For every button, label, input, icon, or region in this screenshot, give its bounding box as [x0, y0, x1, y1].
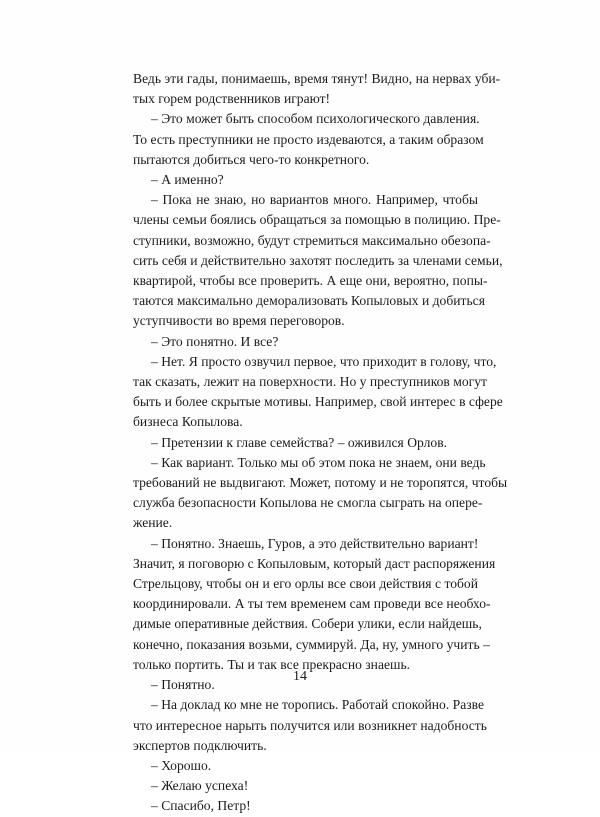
text-line: уступчивости во время переговоров.	[133, 313, 345, 329]
body-text	[133, 69, 508, 817]
text-line: бизнеса Копылова.	[133, 414, 243, 430]
text-line: конечно, показания возьми, суммируй. Да, ну, умного учить –	[133, 636, 490, 652]
text-line: требований не выдвигают. Может, потому и не торопятся, чтобы	[133, 475, 508, 491]
text-line: квартирой, чтобы все проверить. А еще они, вероятно, попы-	[133, 273, 488, 289]
text-line: – На доклад ко мне не торопись. Работай спокойно. Разве	[151, 697, 484, 713]
text-line: Ведь эти гады, понимаешь, время тянут! Видно, на нервах уби-	[133, 71, 501, 86]
text-line: пытаются добиться чего-то конкретного.	[133, 151, 370, 167]
text-line: – Понятно. Знаешь, Гуров, а это действительно вариант!	[151, 535, 479, 551]
text-line: – Хорошо.	[151, 757, 212, 773]
text-line: – Это может быть способом психологического давления.	[151, 111, 480, 127]
text-line: – Как вариант. Только мы об этом пока не знаем, они ведь	[151, 454, 486, 470]
text-line: экспертов подключить.	[133, 737, 267, 753]
text-line: быть и более скрытые мотивы. Например, свой интерес в сфере	[133, 394, 503, 410]
text-line: только портить. Ты и так все прекрасно знаешь.	[133, 656, 411, 672]
text-line: тых горем родственников играют!	[133, 91, 331, 107]
text-line: – Это понятно. И все?	[151, 333, 279, 349]
text-line: ступники, возможно, будут стремиться максимально обезопа-	[133, 232, 491, 248]
text-line: – Нет. Я просто озвучил первое, что приходит в голову, что,	[151, 353, 497, 369]
text-line: служба безопасности Копылова не смогла сыграть на опере-	[133, 495, 483, 511]
text-line: – Спасибо, Петр!	[151, 798, 251, 814]
text-line: То есть преступники не просто издеваются, а таким образом	[133, 131, 484, 147]
text-line: – Пока не знаю, но вариантов много. Например, чтобы	[151, 192, 478, 208]
text-line: таются максимально деморализовать Копыловых и добиться	[133, 293, 485, 309]
text-line: члены семьи боялись обращаться за помощью в полицию. Пре-	[133, 212, 501, 228]
text-line: так сказать, лежит на поверхности. Но у преступников могут	[133, 374, 487, 390]
text-line: Стрельцову, чтобы он и его орлы все свои действия с тобой	[133, 576, 478, 592]
text-line: – Желаю успеха!	[151, 778, 249, 794]
text-line: димые оперативные действия. Собери улики, если найдешь,	[133, 616, 482, 632]
text-line: – Претензии к главе семейства? – оживился Орлов.	[151, 434, 448, 450]
text-line: координировали. А ты тем временем сам проведи все необхо-	[133, 596, 491, 612]
text-line: – Понятно.	[151, 677, 215, 693]
text-line: что интересное нарыть получится или возникнет надобность	[133, 717, 487, 733]
text-line: – А именно?	[151, 172, 224, 188]
page-number: 14	[293, 669, 307, 684]
text-line: Значит, я поговорю с Копыловым, который даст распоряжения	[133, 555, 496, 571]
text-line: сить себя и действительно захотят последить за членами семьи,	[133, 252, 503, 268]
text-line: жение.	[133, 515, 173, 531]
